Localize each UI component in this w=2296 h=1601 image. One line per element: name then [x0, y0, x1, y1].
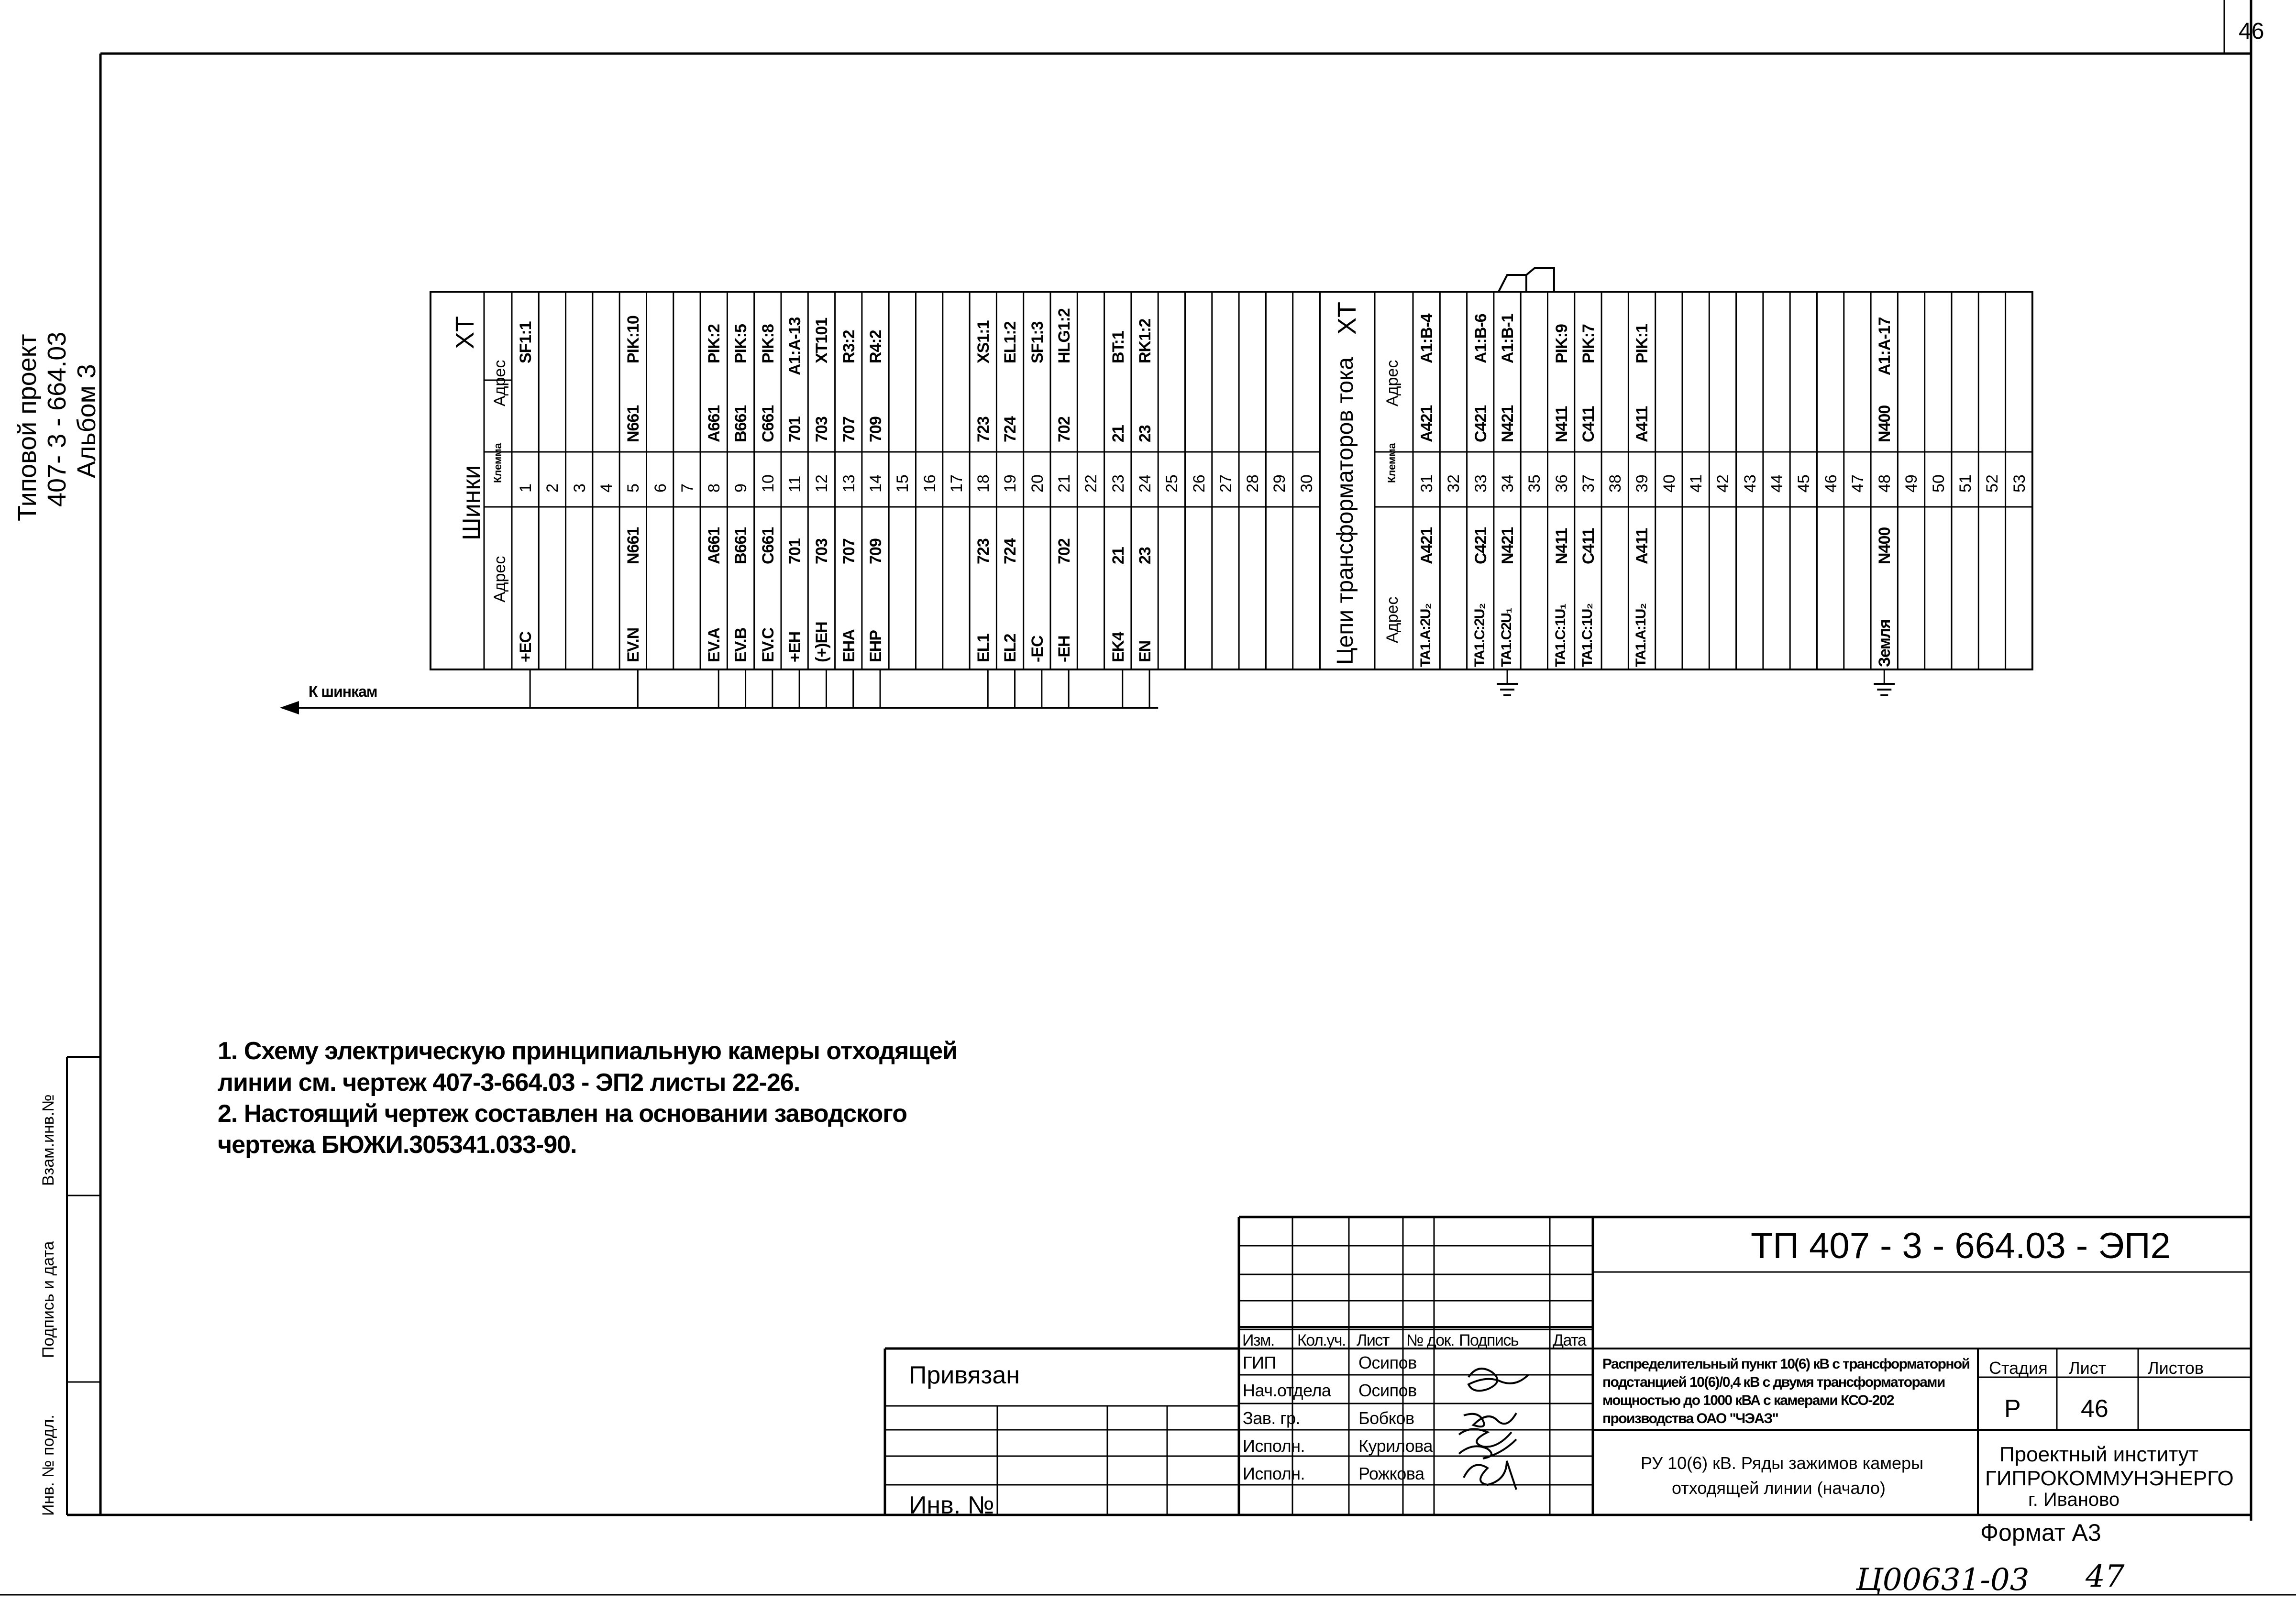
- strip2-terminal-51: 51: [1956, 474, 1975, 493]
- strip1-dest-8: PIK:2: [705, 324, 724, 363]
- project-desc-4: производства ОАО "ЧЭАЗ": [1602, 1411, 1778, 1426]
- strip1-cable-14: 709: [866, 538, 885, 564]
- tb-header-3: № док.: [1406, 1331, 1454, 1349]
- strip1-cable-5: N661: [624, 527, 643, 564]
- strip2-terminal-41: 41: [1687, 474, 1705, 493]
- strip1-terminal-6: 6: [651, 483, 670, 493]
- drawing-code: ТП 407 - 3 - 664.03 - ЭП2: [1751, 1226, 2171, 1266]
- strip2-terminal-45: 45: [1795, 474, 1813, 493]
- tb-header-1: Кол.уч.: [1297, 1331, 1346, 1349]
- strip2-dest-37: PIK:7: [1579, 324, 1598, 363]
- strip1-mark-10: C661: [759, 405, 777, 442]
- strip1-mark-21: 702: [1055, 417, 1073, 442]
- strip2-klemma: Клемма: [1386, 443, 1398, 483]
- strip1-dest-9: PIK:5: [732, 324, 751, 363]
- strip2-terminal-47: 47: [1848, 474, 1867, 493]
- strip1-terminal-1: 1: [517, 483, 535, 493]
- strip2-mark-48: N400: [1876, 405, 1894, 442]
- note-line-3: 2. Настоящий чертеж составлен на основании заводского: [218, 1100, 907, 1128]
- strip1-terminal-29: 29: [1270, 474, 1289, 493]
- strip2-dest-39: PIK:1: [1633, 324, 1652, 363]
- strip1-terminal-24: 24: [1136, 474, 1154, 493]
- strip1-addr-18: EL1: [974, 634, 993, 662]
- strip1-dest-21: HLG1:2: [1055, 308, 1073, 363]
- strip2-dest-48: A1:A-17: [1876, 317, 1894, 375]
- strip2-terminal-44: 44: [1767, 474, 1786, 493]
- strip2-addr-31: TA1.A:2U₂: [1418, 603, 1434, 667]
- strip2-terminal-37: 37: [1579, 474, 1598, 493]
- side-title-line1: Типовой проект: [13, 334, 42, 521]
- side-title-line2: 407- 3 - 664.03: [43, 331, 71, 507]
- strip2-terminal-53: 53: [2010, 474, 2029, 493]
- strip1-dest-11: A1:A-13: [786, 317, 804, 375]
- sheet-title-2: отходящей линии (начало): [1672, 1478, 1886, 1498]
- strip1-dest-24: RK1:2: [1136, 318, 1154, 363]
- strip2-title: Цепи трансформаторов тока: [1333, 357, 1358, 665]
- tb-name-1: Осипов: [1358, 1381, 1417, 1400]
- strip2-terminal-42: 42: [1714, 474, 1733, 493]
- strip1-cable-18: 723: [974, 538, 993, 564]
- strip1-cable-23: 21: [1109, 547, 1127, 564]
- strip2-cable-31: A421: [1418, 527, 1436, 564]
- strip1-mark-13: 707: [839, 417, 858, 442]
- strip1-mark-12: 703: [813, 417, 831, 442]
- strip2-mark-34: N421: [1498, 405, 1517, 442]
- strip1-mark-14: 709: [866, 417, 885, 442]
- strip1-terminal-2: 2: [543, 483, 562, 493]
- stadia-label: Стадия: [1989, 1358, 2048, 1378]
- strip1-addr-21: -EH: [1055, 636, 1073, 662]
- strip1-mark-8: A661: [705, 405, 724, 442]
- strip2-addr-33: TA1.C:2U₂: [1471, 603, 1488, 667]
- tb-role-2: Зав. гр.: [1243, 1408, 1301, 1428]
- strip1-terminal-7: 7: [678, 483, 696, 493]
- strip1-terminal-20: 20: [1028, 474, 1047, 493]
- strip2-cable-48: N400: [1876, 527, 1894, 564]
- strip2-mark-37: C411: [1579, 406, 1598, 442]
- tb-header-5: Дата: [1553, 1331, 1586, 1349]
- strip1-mark-5: N661: [624, 405, 643, 442]
- strip1-terminal-21: 21: [1055, 474, 1073, 493]
- strip2-xt: XT: [1333, 301, 1361, 335]
- strip1-terminal-8: 8: [705, 483, 724, 493]
- strip2-terminal-38: 38: [1606, 474, 1625, 493]
- format-label: Формат А3: [1980, 1519, 2101, 1546]
- strip2-cable-37: C411: [1579, 528, 1598, 564]
- strip1-terminal-26: 26: [1190, 474, 1208, 493]
- note-line-4: чертежа БЮЖИ.305341.033-90.: [218, 1131, 577, 1159]
- listov-label: Листов: [2148, 1358, 2204, 1378]
- strip2-addr-37: TA1.C:1U₂: [1579, 603, 1595, 667]
- strip1-mark-19: 724: [1001, 417, 1020, 442]
- strip1-cable-13: 707: [839, 538, 858, 564]
- side-stamp-podpis: Подпись и дата: [39, 1241, 57, 1358]
- strip2-dest-31: A1:B-4: [1418, 314, 1436, 363]
- tb-name-3: Курилова: [1358, 1436, 1433, 1456]
- strip1-adres-bottom: Адрес: [491, 556, 509, 603]
- strip2-terminal-46: 46: [1821, 474, 1840, 493]
- strip1-terminal-19: 19: [1001, 474, 1020, 493]
- strip1-addr-9: EV.B: [732, 627, 751, 662]
- strip1-cable-21: 702: [1055, 538, 1073, 564]
- strip2-terminal-31: 31: [1418, 474, 1436, 493]
- strip1-cable-11: 701: [786, 538, 804, 564]
- strip1-addr-8: EV.A: [705, 627, 724, 662]
- strip1-dest-20: SF1:3: [1028, 321, 1047, 363]
- strip1-dest-14: R4:2: [866, 330, 885, 363]
- strip1-title: Шинки: [458, 465, 486, 540]
- strip2-adres-bottom: Адрес: [1383, 596, 1402, 643]
- strip1-addr-14: EHP: [866, 630, 885, 662]
- strip1-terminal-28: 28: [1244, 474, 1262, 493]
- strip1-mark-23: 21: [1109, 425, 1127, 442]
- strip2-cable-36: N411: [1552, 528, 1571, 564]
- strip2-terminal-32: 32: [1445, 474, 1463, 493]
- note-line-1: 1. Схему электрическую принципиальную камеры отходящей: [218, 1037, 958, 1065]
- strip1-cable-8: A661: [705, 527, 724, 564]
- strip1-terminal-5: 5: [624, 483, 643, 493]
- strip2-addr-39: TA1.A:1U₂: [1633, 603, 1649, 667]
- strip1-terminal-13: 13: [839, 474, 858, 493]
- strip1-terminal-30: 30: [1297, 474, 1316, 493]
- strip2-dest-33: A1:B-6: [1471, 314, 1490, 363]
- list-value: 46: [2081, 1395, 2108, 1423]
- strip2-terminal-36: 36: [1552, 474, 1571, 493]
- strip1-cable-19: 724: [1001, 538, 1020, 564]
- strip1-terminal-4: 4: [597, 483, 616, 493]
- strip1-terminal-11: 11: [786, 475, 804, 493]
- tb-role-4: Исполн.: [1243, 1464, 1305, 1483]
- strip1-terminal-22: 22: [1082, 474, 1101, 493]
- strip1-mark-24: 23: [1136, 425, 1154, 442]
- note-line-2: линии см. чертеж 407-3-664.03 - ЭП2 листы 22-26.: [218, 1069, 800, 1097]
- strip1-terminal-15: 15: [894, 474, 912, 493]
- strip2-terminal-35: 35: [1525, 474, 1544, 493]
- org-line-1: Проектный институт: [1999, 1443, 2199, 1466]
- tb-role-0: ГИП: [1243, 1353, 1276, 1372]
- tb-header-4: Подпись: [1459, 1331, 1519, 1349]
- strip1-addr-5: EV.N: [624, 627, 643, 662]
- strip1-dest-12: XT101: [813, 318, 831, 363]
- strip1-addr-11: +EH: [786, 631, 804, 662]
- strip1-dest-13: R3:2: [839, 330, 858, 363]
- strip1-addr-12: (+)EH: [813, 622, 831, 662]
- strip1-cable-10: C661: [759, 527, 777, 564]
- strip2-terminal-43: 43: [1741, 474, 1759, 493]
- strip1-terminal-12: 12: [813, 474, 831, 493]
- strip1-dest-19: EL1:2: [1001, 321, 1020, 363]
- strip1-addr-10: EV.C: [759, 627, 777, 662]
- strip1-terminal-23: 23: [1109, 474, 1127, 493]
- strip2-dest-34: A1:B-1: [1498, 314, 1517, 363]
- strip1-terminal-3: 3: [570, 483, 589, 493]
- strip2-terminal-40: 40: [1660, 474, 1678, 493]
- tb-name-0: Осипов: [1358, 1353, 1417, 1372]
- strip2-addr-36: TA1.C:1U₁: [1552, 604, 1568, 667]
- list-label: Лист: [2069, 1358, 2107, 1378]
- strip1-dest-5: PIK:10: [624, 316, 643, 363]
- strip1-addr-19: EL2: [1001, 634, 1020, 662]
- strip1-terminal-27: 27: [1216, 474, 1235, 493]
- strip1-klemma: Клемма: [492, 443, 504, 483]
- tb-header-0: Изм.: [1242, 1331, 1274, 1349]
- sheet-title-1: РУ 10(6) кВ. Ряды зажимов камеры: [1641, 1453, 1923, 1473]
- project-desc-1: Распределительный пункт 10(6) кВ с трансформаторной: [1602, 1356, 1970, 1372]
- strip1-cable-12: 703: [813, 538, 831, 564]
- strip1-terminal-16: 16: [920, 474, 939, 493]
- strip1-terminal-17: 17: [947, 474, 966, 493]
- privyazan-label: Привязан: [909, 1361, 1020, 1389]
- strip1-addr-13: EHA: [839, 629, 858, 662]
- tb-header-2: Лист: [1357, 1331, 1389, 1349]
- strip2-adres-top: Адрес: [1383, 360, 1402, 406]
- org-line-2: ГИПРОКОММУНЭНЕРГО: [1985, 1467, 2234, 1490]
- strip1-terminal-9: 9: [732, 483, 751, 493]
- strip2-terminal-50: 50: [1929, 474, 1948, 493]
- strip2-terminal-34: 34: [1498, 474, 1517, 493]
- strip2-addr-48: Земля: [1876, 620, 1894, 667]
- strip1-adres-top: Адрес: [491, 360, 509, 406]
- strip1-addr-24: EN: [1136, 640, 1154, 662]
- strip2-cable-33: C421: [1471, 527, 1490, 564]
- strip2-cable-39: A411: [1633, 528, 1652, 564]
- side-stamp-inv: Инв. № подл.: [39, 1415, 57, 1516]
- stadia-value: Р: [2004, 1395, 2021, 1423]
- tb-role-1: Нач.отдела: [1243, 1381, 1331, 1400]
- strip1-mark-9: B661: [732, 405, 751, 442]
- strip2-terminal-39: 39: [1633, 474, 1652, 493]
- project-desc-2: подстанцией 10(6)/0,4 кВ с двумя трансформаторами: [1602, 1374, 1945, 1390]
- strip2-terminal-48: 48: [1876, 474, 1894, 493]
- tb-role-3: Исполн.: [1243, 1436, 1305, 1456]
- strip2-terminal-33: 33: [1471, 474, 1490, 493]
- strip1-terminal-18: 18: [974, 474, 993, 493]
- project-desc-3: мощностью до 1000 кВА с камерами КСО-202: [1602, 1393, 1894, 1408]
- strip2-terminal-49: 49: [1902, 474, 1921, 493]
- strip1-addr-1: +EC: [517, 631, 535, 662]
- strip1-dest-10: PIK:8: [759, 324, 777, 363]
- strip1-cable-9: B661: [732, 527, 751, 564]
- tb-name-4: Рожкова: [1358, 1464, 1424, 1483]
- inv-label: Инв. №: [909, 1491, 994, 1519]
- handwritten-code: Ц00631-03: [1856, 1562, 2030, 1598]
- strip1-addr-20: -EC: [1028, 636, 1047, 662]
- strip1-mark-11: 701: [786, 417, 804, 442]
- strip1-xt: XT: [451, 316, 479, 349]
- strip2-terminal-52: 52: [1983, 474, 2002, 493]
- handwritten-number: 47: [2086, 1559, 2125, 1594]
- strip1-terminal-14: 14: [866, 474, 885, 493]
- strip2-cable-34: N421: [1498, 527, 1517, 564]
- strip1-addr-23: EK4: [1109, 632, 1127, 662]
- strip1-dest-1: SF1:1: [517, 321, 535, 363]
- strip1-terminal-25: 25: [1163, 474, 1181, 493]
- org-line-3: г. Иваново: [2028, 1489, 2120, 1510]
- strip1-dest-23: BT:1: [1109, 331, 1127, 363]
- strip2-addr-34: TA1.C2U₁: [1498, 608, 1514, 667]
- strip1-mark-18: 723: [974, 417, 993, 442]
- side-title-line3: Альбом 3: [72, 364, 101, 478]
- side-stamp-vzam: Взам.инв.№: [39, 1094, 57, 1186]
- tb-name-2: Бобков: [1358, 1408, 1414, 1428]
- strip2-mark-31: A421: [1418, 405, 1436, 442]
- to-bus-label: К шинкам: [309, 683, 377, 700]
- corner-sheet-number: 46: [2239, 19, 2264, 44]
- strip2-mark-36: N411: [1552, 406, 1571, 442]
- strip1-terminal-10: 10: [759, 474, 777, 493]
- strip2-mark-39: A411: [1633, 406, 1652, 442]
- strip2-mark-33: C421: [1471, 405, 1490, 442]
- strip2-dest-36: PIK:9: [1552, 324, 1571, 363]
- strip1-dest-18: XS1:1: [974, 320, 993, 363]
- strip1-cable-24: 23: [1136, 547, 1154, 564]
